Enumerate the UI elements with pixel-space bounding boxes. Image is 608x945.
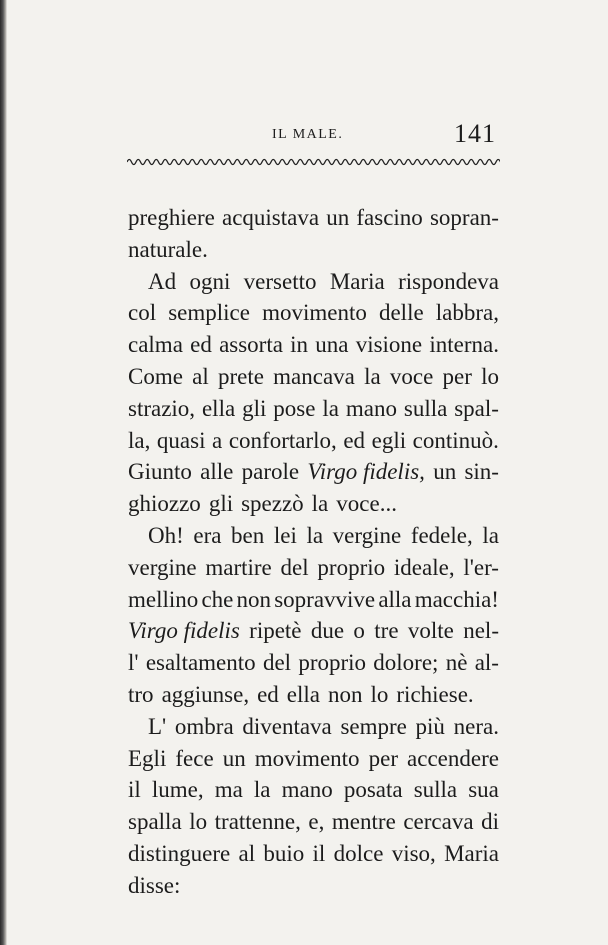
word: era [193, 522, 222, 548]
word: parole [241, 459, 300, 485]
page-number: 141 [454, 119, 496, 148]
word: sempre [340, 713, 407, 739]
word: voce... [336, 491, 397, 517]
word: Oh! [148, 522, 184, 548]
word: quasi [156, 427, 206, 453]
text-line [128, 806, 499, 838]
word: dolore; [373, 650, 439, 676]
word: gli [242, 395, 267, 421]
word: il [128, 777, 141, 803]
word: movimento [262, 300, 367, 326]
text-line [128, 552, 499, 584]
word: visione [355, 332, 423, 358]
word: ella [286, 681, 320, 707]
word: sulla [403, 395, 448, 421]
word: sopravvive [274, 586, 376, 612]
text-line [128, 266, 499, 298]
word: martire [205, 554, 272, 580]
word: al [192, 363, 209, 389]
word: del [262, 650, 292, 676]
word: lo [481, 363, 499, 389]
text-line [128, 870, 499, 902]
text-line [128, 711, 499, 743]
text-line [128, 297, 499, 329]
word: trattenne, [214, 809, 301, 835]
word: Egli [128, 745, 167, 771]
word: Ad [148, 268, 177, 294]
word: disse: [128, 872, 181, 898]
word: ogni [189, 268, 231, 294]
word: non [236, 586, 272, 612]
word: diventava [242, 713, 332, 739]
italic-phrase: Virgo fidelis [128, 618, 240, 644]
word: ripetè [249, 618, 302, 644]
word: del [280, 554, 309, 580]
word: ed [343, 427, 366, 453]
word: un [326, 205, 350, 230]
word: per [368, 745, 398, 771]
text-line [128, 393, 499, 425]
word: richiese. [396, 681, 474, 707]
word: a [212, 427, 223, 453]
word: viso, [391, 840, 436, 866]
text-line [128, 838, 499, 870]
word: gli [208, 491, 234, 517]
text-line [128, 456, 499, 488]
word: strazio, [128, 395, 196, 421]
word: proprio [317, 554, 386, 580]
word: movimento [254, 745, 360, 771]
word: di [481, 809, 499, 835]
text-line [128, 361, 499, 393]
word: ghiozzo [128, 491, 201, 517]
word: nè [445, 650, 468, 676]
word: al [238, 840, 256, 866]
word: mancava [273, 363, 355, 389]
word: calma [128, 332, 183, 358]
ornamental-rule [127, 155, 500, 169]
word: mellino [128, 586, 199, 612]
text-line [128, 202, 499, 234]
word: un [433, 459, 457, 485]
word: la [364, 363, 381, 389]
word: egli [371, 427, 407, 453]
word: il [312, 840, 326, 866]
word: lei [273, 522, 297, 548]
word: distinguere [128, 840, 231, 866]
word: vergine [128, 554, 197, 580]
text-line [128, 488, 499, 520]
word: interna. [429, 332, 499, 358]
word: spal- [454, 395, 499, 421]
word: aggiunse, [161, 681, 250, 707]
word: pose [273, 395, 316, 421]
text-line [128, 234, 499, 266]
word: semplice [168, 300, 250, 326]
word: sulla [413, 777, 458, 803]
word: lume, [151, 777, 204, 803]
word: versetto [243, 268, 317, 294]
word: preghiere [128, 205, 215, 230]
word: Giunto [128, 459, 192, 485]
word: alle [200, 459, 234, 485]
binding-edge [0, 0, 7, 945]
word: labbra, [435, 300, 499, 326]
italic-phrase: Virgo fidelis, [307, 459, 425, 485]
word: o [353, 618, 365, 644]
word: lo [189, 809, 208, 835]
word: la, [128, 427, 151, 453]
word: ben [231, 522, 265, 548]
word: mano [281, 777, 333, 803]
word: l'er- [463, 554, 499, 580]
word: ed [190, 332, 212, 358]
word: tre [374, 618, 399, 644]
word: ombra [174, 713, 234, 739]
word: spalla [128, 809, 182, 835]
text-line [128, 520, 499, 552]
word: Maria [329, 268, 385, 294]
word: naturale. [128, 236, 208, 262]
word: proprio [298, 650, 367, 676]
word: prete [217, 363, 264, 389]
word: la [253, 777, 271, 803]
word: rispondeva [398, 268, 499, 294]
text-line [128, 743, 499, 775]
word: ma [214, 777, 243, 803]
word: la [322, 395, 339, 421]
word: alla [378, 586, 412, 612]
word: sin- [464, 459, 499, 485]
word: continuò. [412, 427, 499, 453]
text-line [128, 774, 499, 806]
word: non [328, 681, 363, 707]
word: vergine [332, 522, 402, 548]
text-line [128, 679, 499, 711]
word: cercava [403, 809, 474, 835]
word: esaltamento [145, 650, 256, 676]
text-line [128, 615, 499, 647]
word: due [310, 618, 345, 644]
word: sopran- [429, 205, 499, 230]
word: posata [343, 777, 403, 803]
word: e, [308, 809, 325, 835]
word: fece [175, 745, 214, 771]
word: che [201, 586, 234, 612]
word: la [306, 522, 324, 548]
word: l' [128, 650, 139, 676]
word: più [415, 713, 445, 739]
word: fedele, [410, 522, 473, 548]
word: ella [201, 395, 236, 421]
text-line [128, 647, 499, 679]
word: ed [257, 681, 279, 707]
text-line [128, 329, 499, 361]
word: nera. [453, 713, 499, 739]
body-text [128, 202, 499, 902]
word: Come [128, 363, 183, 389]
word: spezzò [241, 491, 304, 517]
word: acquistava [222, 205, 320, 230]
word: la [311, 491, 329, 517]
word: un [222, 745, 246, 771]
word: delle [378, 300, 424, 326]
word: la [482, 522, 499, 548]
word: confortarlo, [228, 427, 337, 453]
word: L' [148, 713, 167, 739]
word: sua [468, 777, 499, 803]
word: nel- [463, 618, 499, 644]
word: per [442, 363, 472, 389]
word: una [315, 332, 349, 358]
text-line [128, 425, 499, 457]
word: volte [407, 618, 454, 644]
word: tro [128, 681, 154, 707]
word: mentre [331, 809, 396, 835]
word: macchia! [414, 586, 499, 612]
word: al- [474, 650, 499, 676]
word: accendere [407, 745, 499, 771]
word: voce [389, 363, 434, 389]
word: mano [345, 395, 397, 421]
word: assorta [219, 332, 283, 358]
word: ideale, [393, 554, 455, 580]
word: lo [370, 681, 389, 707]
word: in [290, 332, 309, 358]
running-title: IL MALE. [272, 127, 344, 142]
word: Maria [444, 840, 499, 866]
word: dolce [333, 840, 384, 866]
word: col [128, 300, 157, 326]
text-line [128, 584, 499, 616]
word: fascino [356, 205, 423, 230]
word: buio [263, 840, 305, 866]
